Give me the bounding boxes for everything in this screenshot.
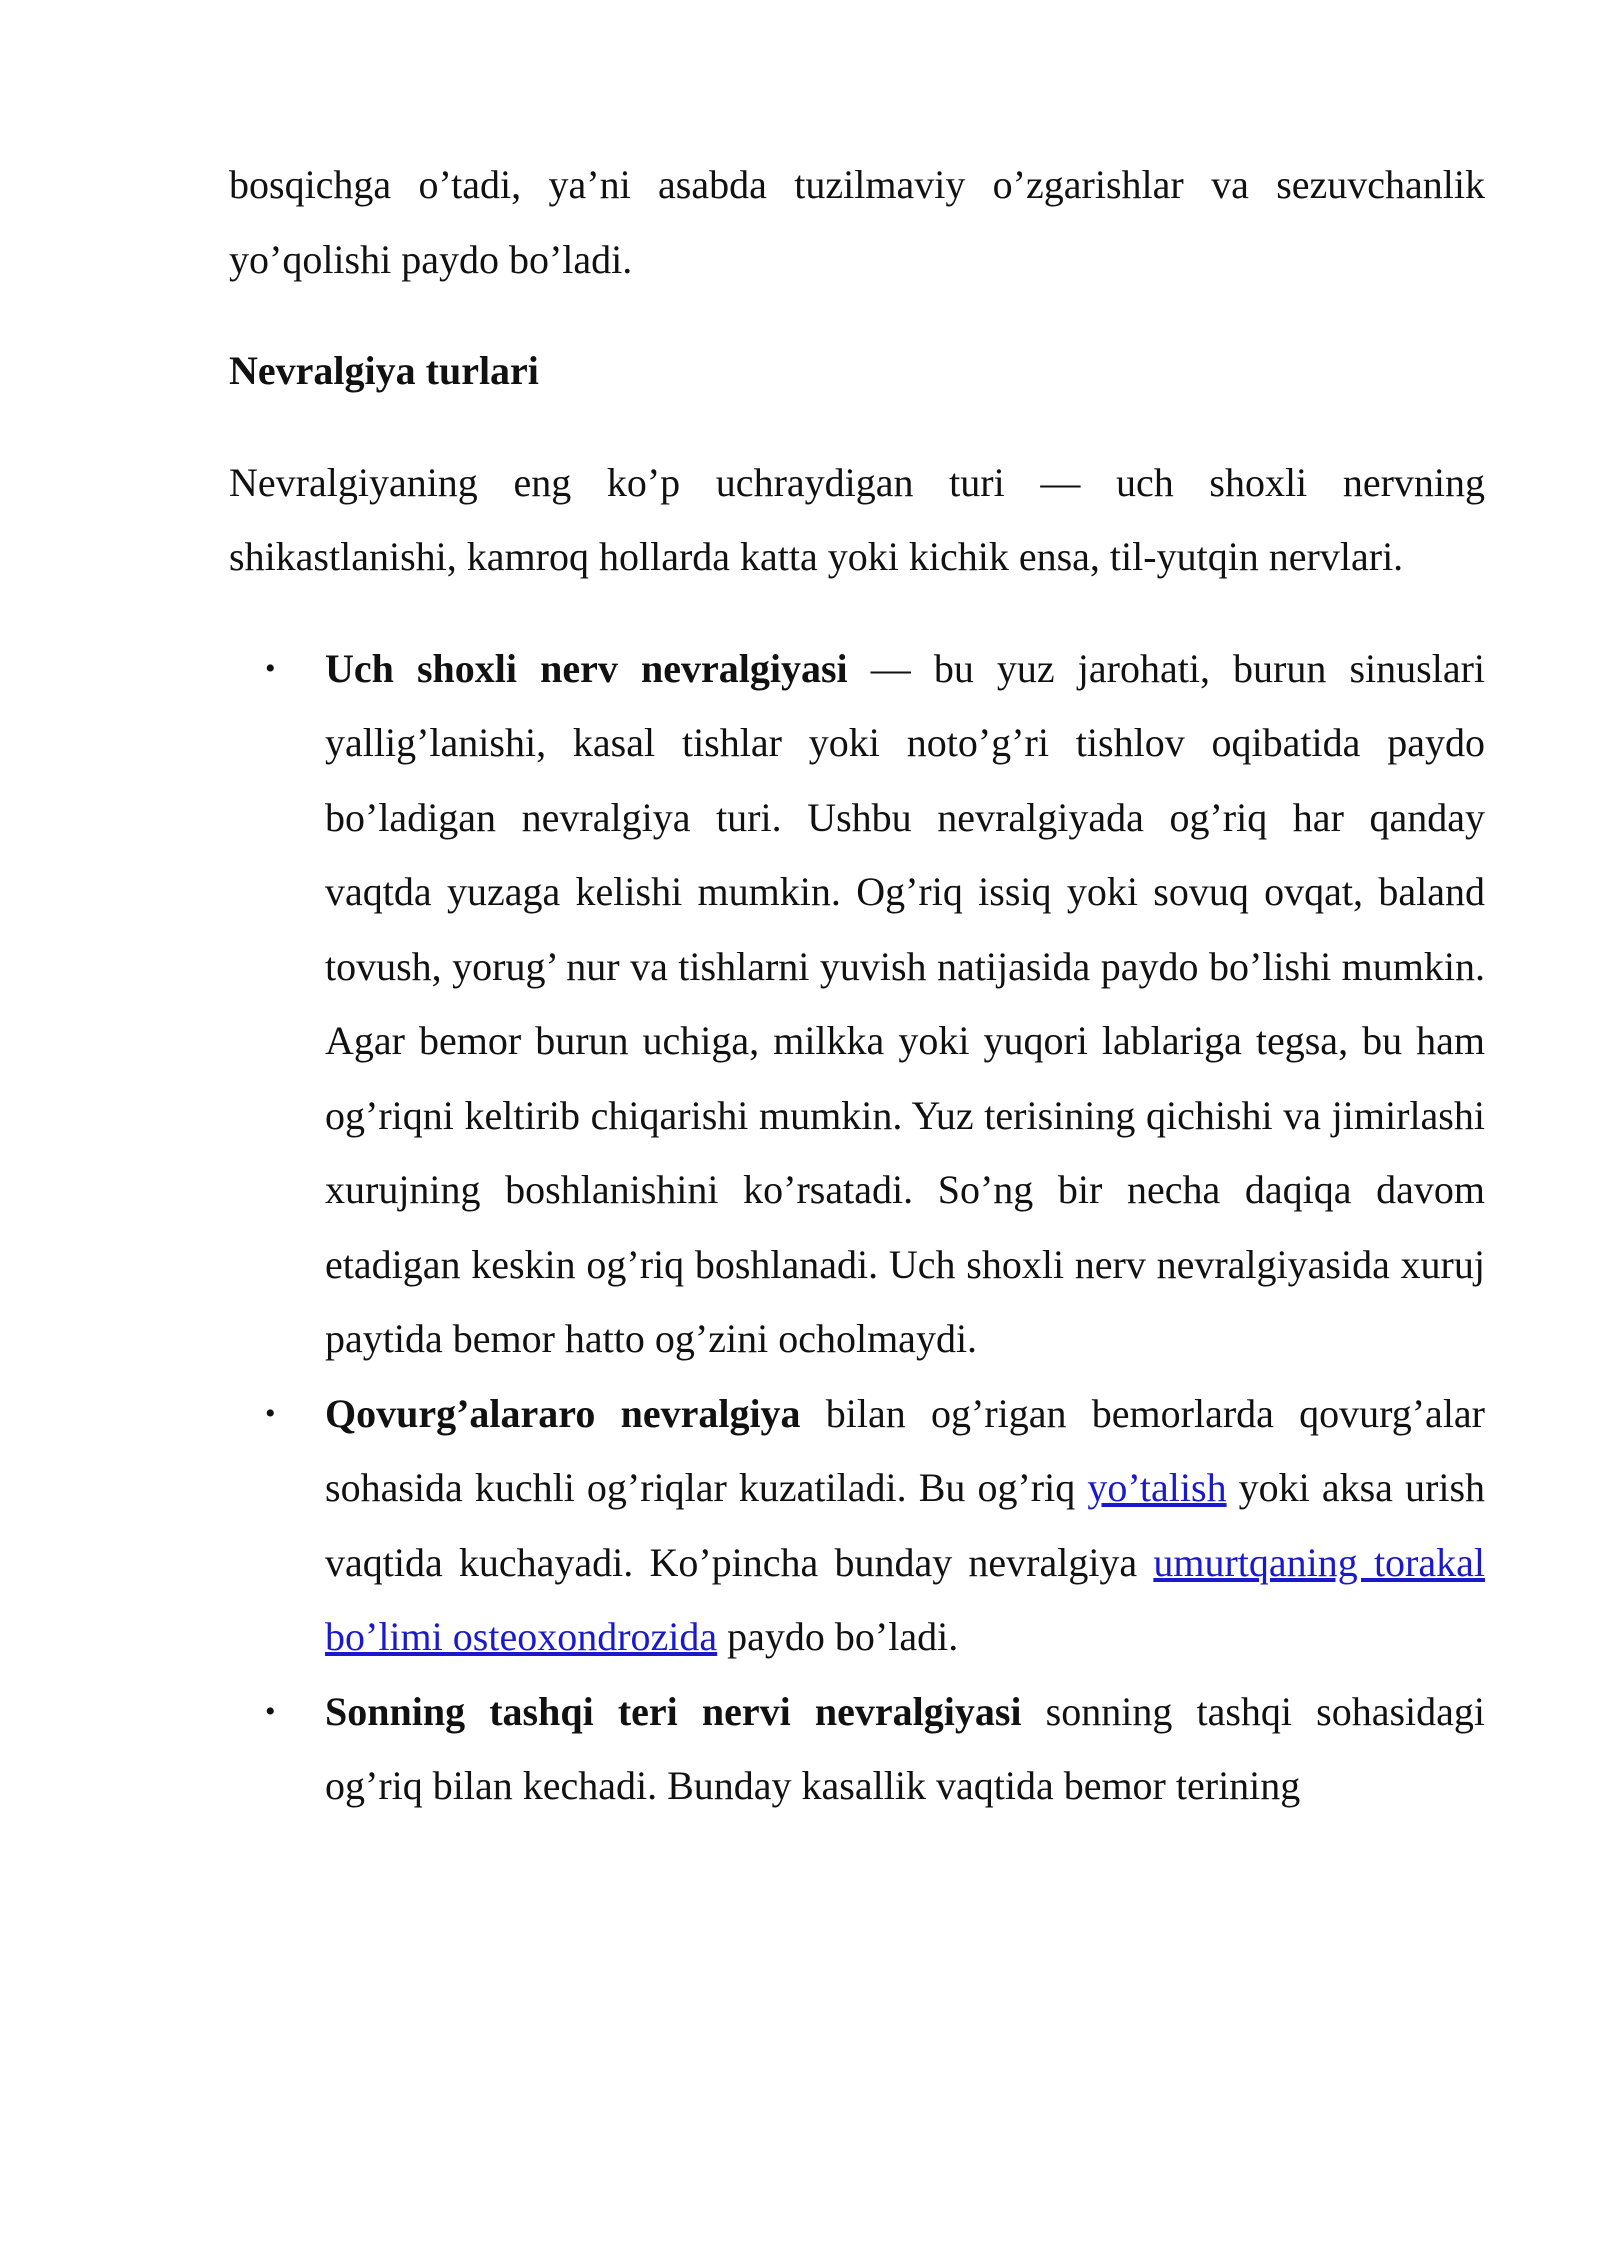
list-item-text: — bu yuz jarohati, burun sinuslari yallig’lanishi, kasal tishlar yoki noto’g’ri tishlov oqibatida paydo bo’ladigan nevralgiya turi. Ushbu nevralgiyada og’riq har qanday vaqtda yuzaga kelishi mumkin. Og’riq issiq yoki sovuq ovqat, baland tovush, yorug’ nur va tishlarni yuvish natijasida paydo bo’lishi mumkin. Agar bemor burun uchiga, milkka yoki yuqori lablariga tegsa, bu ham og’riqni keltirib chiqarishi mumkin. Yuz terisining qichishi va jimirlashi xurujning boshlanishini ko’rsatadi. So’ng bir necha daqiqa davom etadigan keskin og’riq boshlanadi. Uch shoxli nerv nevralgiyasida xuruj paytida bemor hatto og’zini ocholmaydi. xyxy=(325,645,1486,1361)
link-cough[interactable]: yo’talish xyxy=(1087,1465,1227,1510)
list-item-text: paydo bo’ladi. xyxy=(717,1614,959,1659)
list-item-title: Qovurg’alararo nevralgiya xyxy=(325,1390,801,1436)
intro-paragraph: Nevralgiyaning eng ko’p uchraydigan turi — uch shoxli nervning shikastlanishi, kamroq hollarda katta yoki kichik ensa, til-yutqin nervlari. xyxy=(229,459,1485,579)
list-item-text: sonning tashqi sohasidagi og’riq bilan kechadi. Bunday kasallik vaqtida bemor terining xyxy=(325,1688,1486,1808)
list-item-text: yoki aksa urish vaqtida kuchayadi. Ko’pincha bunday nevralgiya xyxy=(325,1465,1486,1585)
list-item xyxy=(265,632,1486,1377)
bullet-icon: • xyxy=(265,1396,276,1430)
continued-paragraph: bosqichga o’tadi, ya’ni asabda tuzilmaviy o’zgarishlar va sezuvchanlik yo’qolishi paydo bo’ladi. xyxy=(229,162,1485,282)
list-item-title: Sonning tashqi teri nervi nevralgiyasi xyxy=(325,1688,1022,1734)
link-osteochondrosis[interactable]: umurtqaning torakal bo’limi osteoxondrozida xyxy=(325,1539,1485,1659)
list-item-text: bilan og’rigan bemorlarda qovurg’alar sohasida kuchli og’riqlar kuzatiladi. Bu og’riq xyxy=(325,1390,1486,1510)
bullet-icon: • xyxy=(265,1694,276,1728)
neuralgia-types-list xyxy=(229,632,1485,1824)
list-item xyxy=(265,1377,1486,1675)
section-heading: Nevralgiya turlari xyxy=(229,348,539,393)
bullet-icon: • xyxy=(265,651,276,685)
list-item xyxy=(265,1675,1486,1824)
list-item-title: Uch shoxli nerv nevralgiyasi xyxy=(325,645,848,691)
